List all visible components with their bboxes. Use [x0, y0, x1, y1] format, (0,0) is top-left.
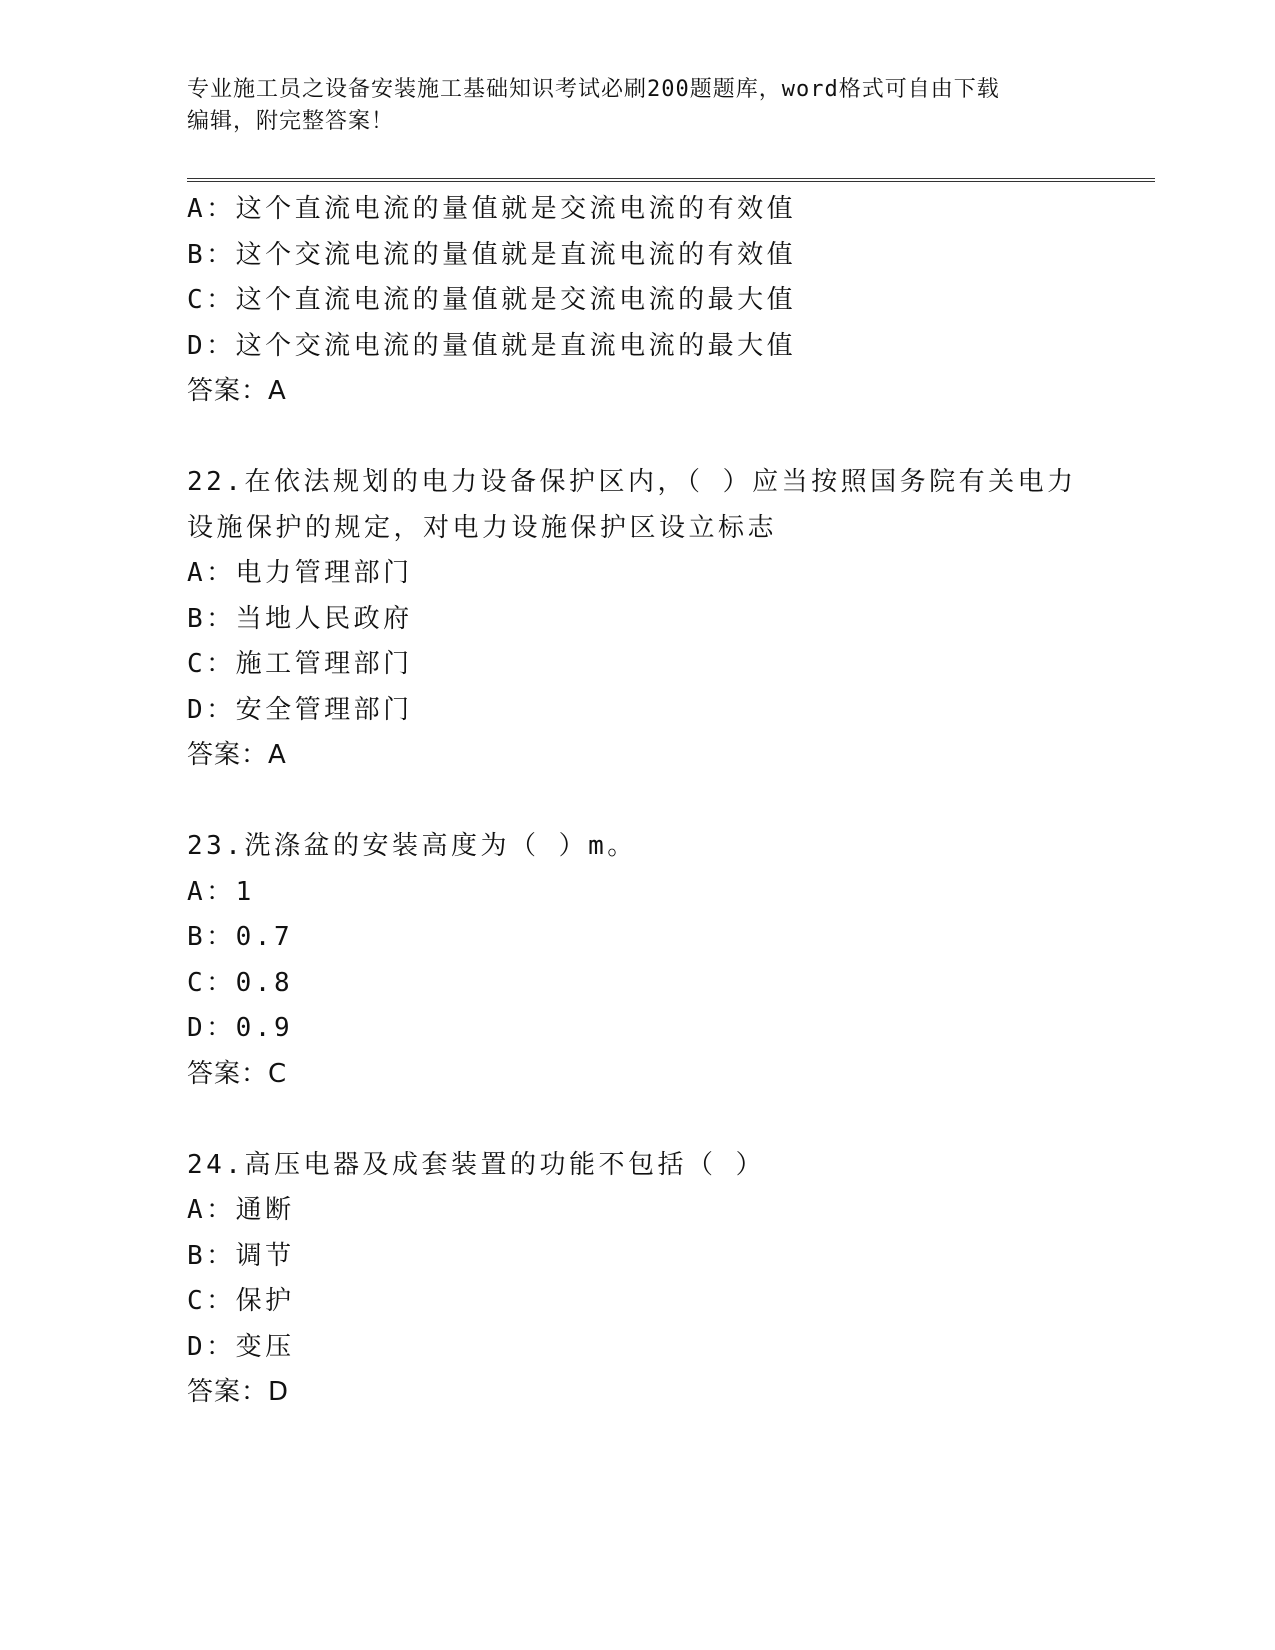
question-stem: 22.在依法规划的电力设备保护区内，（ ）应当按照国务院有关电力 — [187, 467, 1077, 497]
question-22 — [187, 460, 1087, 779]
question-24 — [187, 1143, 1087, 1416]
option-d: D：变压 — [187, 1331, 295, 1362]
question-stem-continued: 设施保护的规定，对电力设施保护区设立标志 — [187, 512, 778, 543]
spacer — [187, 415, 1087, 461]
option-b: B：当地人民政府 — [187, 603, 413, 634]
option-d: D：安全管理部门 — [187, 694, 413, 725]
option-b: B：0.7 — [187, 922, 294, 952]
header-line-2: 编辑，附完整答案！ — [187, 109, 395, 134]
answer: 答案：C — [187, 1058, 288, 1089]
option-a: A：这个直流电流的量值就是交流电流的有效值 — [187, 194, 797, 224]
question-stem: 23.洗涤盆的安装高度为（ ）m。 — [187, 831, 637, 861]
question-23 — [187, 824, 1087, 1097]
question-list — [187, 187, 1087, 1416]
option-d: D：这个交流电流的量值就是直流电流的最大值 — [187, 330, 797, 361]
answer: 答案：A — [187, 376, 287, 406]
spacer — [187, 1097, 1087, 1143]
option-b: B：这个交流电流的量值就是直流电流的有效值 — [187, 239, 797, 270]
option-c: C：这个直流电流的量值就是交流电流的最大值 — [187, 285, 797, 315]
question-21 — [187, 187, 1087, 415]
header-divider — [187, 178, 1155, 182]
header-line-1: 专业施工员之设备安装施工基础知识考试必刷200题题库，word格式可自由下载 — [187, 77, 1000, 102]
option-d: D：0.9 — [187, 1013, 294, 1043]
answer: 答案：A — [187, 740, 287, 770]
answer: 答案：D — [187, 1377, 290, 1407]
option-b: B：调节 — [187, 1240, 295, 1271]
option-a: A：1 — [187, 876, 255, 907]
option-c: C：保护 — [187, 1286, 295, 1316]
option-a: A：通断 — [187, 1195, 295, 1225]
spacer — [187, 779, 1087, 825]
option-a: A：电力管理部门 — [187, 558, 413, 588]
option-c: C：施工管理部门 — [187, 649, 413, 679]
question-stem: 24.高压电器及成套装置的功能不包括（ ） — [187, 1149, 766, 1180]
option-c: C：0.8 — [187, 967, 294, 998]
document-header — [187, 74, 1067, 138]
